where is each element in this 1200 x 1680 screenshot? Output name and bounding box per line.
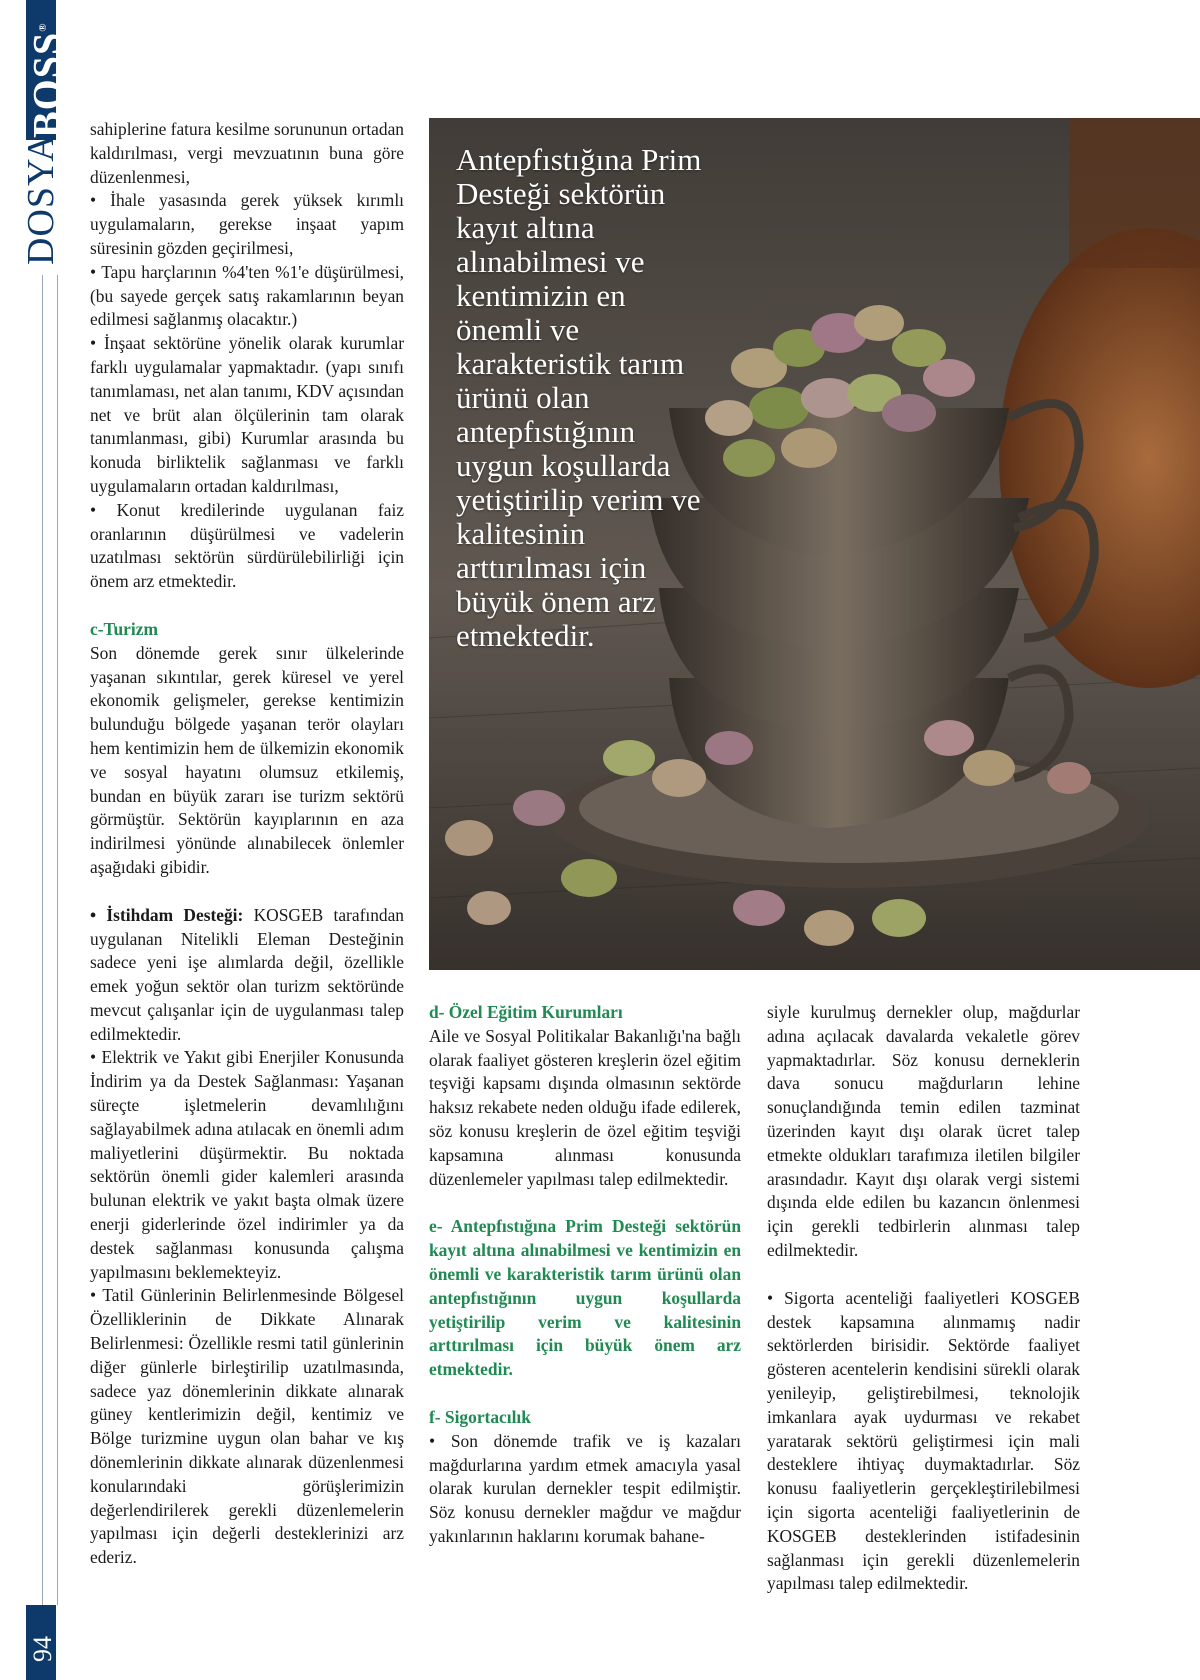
bullet-item: • Elektrik ve Yakıt gibi Enerjiler Konusunda İndirim ya da Destek Sağlanması: Yaşanan süreçte işletmelerin devamlılığını sağlayabilmek adına atılacak en önemli adım maliyetlerini düşürmektir. Bu noktada sektörün önemli gider kalemleri arasında bulunan elektrik ve yakıt başta olmak üzere enerji giderlerinde özel indirimler ya da destek sağlanması konusunda çalışma yapılmasını beklemekteyiz.: [90, 1047, 404, 1282]
bullet-item: • Tapu harçlarının %4'ten %1'e düşürülmesi, (bu sayede gerçek satış rakamlarının beyan edilmesi sağlanmış olacaktır.): [90, 261, 404, 330]
bullet-item: • İnşaat sektörüne yönelik olarak kurumlar farklı uygulamalar yapmaktadır. (yapı sınıfı tanımlaması, net alan tanımı, KDV açısından net ve brüt alan ölçülerinin tam olarak tanımlanması, gibi) Kurumlar arasında bu konuda birliktelik sağlanması ve farklı uygulamaların ortadan kaldırılması,: [90, 333, 404, 496]
section-heading-turizm: c-Turizm: [90, 618, 158, 639]
pull-quote: Antepfıstığına Prim Desteği sektörün kayıt altına alınabilmesi ve kentimizin en önemli ve karakteristik tarım ürünü olan antepfıstığının uygun koşullarda yetiştirilip verim ve kalitesinin arttırılması için büyük önem arz etmektedir.: [456, 142, 702, 653]
column-middle: [429, 1001, 741, 1549]
bullet-item: • İhale yasasında gerek yüksek kırımlı uygulamaların, gerekse inşaat yapım süresinin gözden geçirilmesi,: [90, 190, 404, 258]
paragraph: Aile ve Sosyal Politikalar Bakanlığı'na bağlı olarak faaliyet gösteren kreşlerin özel eğitim teşviği kapsamı dışında olmasının sektörde haksız rekabete neden olduğu ifade edilerek, söz konusu kreşlerin de özel eğitim teşviği kapsamına alınması konusunda düzenlemeler yapılması talep edilmektedir.: [429, 1025, 741, 1189]
column-right: [767, 1001, 1080, 1596]
bullet-item: • Tatil Günlerinin Belirlenmesinde Bölgesel Özelliklerinin de Dikkate Alınarak Belirlenmesi: Özellikle resmi tatil günlerinin diğer günlerle birleştirilip uzatılmasında, sadece yaz dönemlerinin dikkate alınarak güney kentlerimizin değil, kentimiz ve Bölge turizmine uygun olan bahar ve kış dönemlerinin dikkate alınarak düzenlenmesi konularındaki görüşlerimizin değerlendirilerek gerekli düzenlemelerin yapılması için değerli desteklerinizi arz ederiz.: [90, 1285, 404, 1568]
section-heading-antepfistigi: e- Antepfıstığına Prim Desteği sektörün kayıt altına alınabilmesi ve kentimizin en önemli ve karakteristik tarım ürünü olan antepfıstığının uygun koşullarda yetiştirilip verim ve kalitesinin arttırılması için büyük önem arz etmektedir.: [429, 1216, 741, 1380]
paragraph: sahiplerine fatura kesilme sorununun ortadan kaldırılması, vergi mevzuatının buna göre düzenlenmesi,: [90, 119, 404, 187]
section-heading-sigortacilik: f- Sigortacılık: [429, 1406, 531, 1427]
bullet-item: • Konut kredilerinde uygulanan faiz oranlarının düşürülmesi ve vadelerin uzatılması sektörün sürdürülebilirliği için önem arz etmektedir.: [90, 499, 404, 592]
column-left: [90, 118, 404, 1570]
section-label: DOSYA: [20, 133, 62, 265]
paragraph: siyle kurulmuş dernekler olup, mağdurlar adına açılacak davalarda vekaletle görev yapmaktadırlar. Söz konusu derneklerin dava sonucu mağdurların lehine sonuçlandığında temin edilen tazminat üzerinden kayıt dışı olarak ücret talep etmekte oldukları tarafımıza iletilen bilgiler arasındadır. Kayıt dışı olarak vergi sistemi dışında elde edilen bu kazancın önlenmesi için gerekli tedbirlerin alınması talep edilmektedir.: [767, 1002, 1080, 1260]
bullet-title: • İstihdam Desteği:: [90, 904, 244, 925]
brand-logo: BOSS®: [24, 22, 70, 138]
bullet-item: • İstihdam Desteği: KOSGEB tarafından uygulanan Nitelikli Eleman Desteğinin sadece yeni işe alımlarda değil, özellikle emek yoğun sektör olan turizm sektöründe mevcut çalışanlar için de uygulanması talep edilmektedir.: [90, 904, 404, 1044]
paragraph: Son dönemde gerek sınır ülkelerinde yaşanan sıkıntılar, gerek küresel ve yerel ekonomik gelişmeler, gerekse kentimizin bulunduğu bölgede yaşanan terör olayları hem kentimizin hem de ülkemizin ekonomik ve sosyal hayatını olumsuz etkilemiş, bundan en büyük zararı ise turizm sektörü görmüştür. Sektörün kayıplarının en aza indirilmesi yönünde alınabilecek önlemler aşağıdaki gibidir.: [90, 642, 404, 877]
section-heading-egitim: d- Özel Eğitim Kurumları: [429, 1002, 623, 1022]
spine-rule: [42, 275, 58, 1605]
bullet-item: • Sigorta acenteliği faaliyetleri KOSGEB destek kapsamına alınmamış nadir sektörlerden birisidir. Sektörde faaliyet gösteren acentelerin kendisini sürekli olarak yenileyip, geliştirebilmesi, teknolojik imkanlara ayak uydurması ve rekabet yaratarak sektörü geliştirmesi için mali desteklere ihtiyaç duymaktadırlar. Söz konusu faaliyetlerin gerçekleştirilebilmesi için sigorta acenteliği faaliyetlerinin de KOSGEB desteklerinden istifadesinin sağlanması için gerekli düzenlemelerin yapılması talep edilmektedir.: [767, 1287, 1080, 1594]
bullet-item: • Son dönemde trafik ve iş kazaları mağdurlarına yardım etmek amacıyla yasal olarak kurulan dernekler tespit edilmiştir. Söz konusu dernekler mağdur ve mağdur yakınlarının haklarını korumak bahane-: [429, 1430, 741, 1546]
page-number: 94: [28, 1636, 57, 1662]
